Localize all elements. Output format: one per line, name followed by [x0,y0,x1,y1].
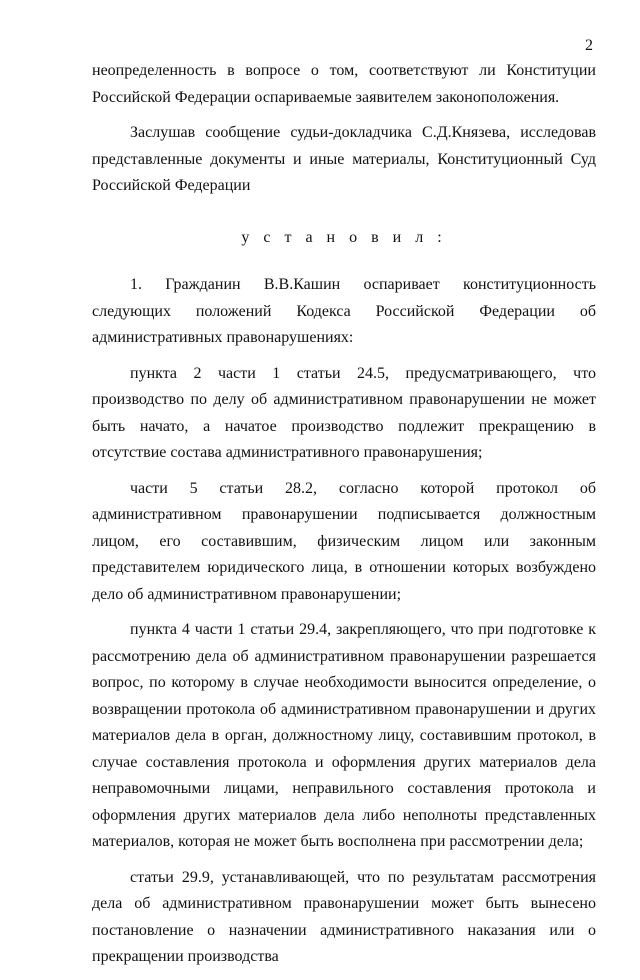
paragraph-article-28-2: части 5 статьи 28.2, согласно которой протокол об административном правонарушении подписывается должностным лицом, его составившим, физическим лицом или законным представителем юридического лица, в отношении которых возбуждено дело об административном правонарушении; [92,479,596,603]
paragraph-article-29-4: пункта 4 части 1 статьи 29.4, закрепляющего, что при подготовке к рассмотрению дела об административном правонарушении разрешается вопрос, по которому в случае необходимости выносится определение, о возвращении протокола об административном правонарушении и других материалов дела в орган, должностному лицу, составившим протокол, в случае составления протокола и оформления других материалов дела неправомочными лицами, неправильного составления протокола и оформления других материалов дела либо неполноты представленных материалов, которая не может быть восполнена при рассмотрении дела; [92,621,596,850]
document-body [92,58,596,980]
paragraph-continuation: неопределенность в вопросе о том, соответствуют ли Конституции Российской Федерации оспариваемые заявителем законоположения. [92,62,596,106]
paragraph-hearing: Заслушав сообщение судьи-докладчика С.Д.Князева, исследовав представленные документы и иные материалы, Конституционный Суд Российской Федерации [92,124,596,194]
paragraph-article-29-9: статьи 29.9, устанавливающей, что по результатам рассмотрения дела об административном правонарушении может быть вынесено постановление о назначении административного наказания или о прекращении производства [92,868,596,965]
ruling-heading: у с т а н о в и л : [241,228,447,246]
page-number: 2 [585,37,593,54]
paragraph-claim: 1. Гражданин В.В.Кашин оспаривает конституционность следующих положений Кодекса Российской Федерации об административных правонарушениях: [92,276,596,346]
paragraph-article-24-5: пункта 2 части 1 статьи 24.5, предусматривающего, что производство по делу об административном правонарушении не может быть начато, а начатое производство подлежит прекращению в отсутствие состава административного правонарушения; [92,364,596,461]
